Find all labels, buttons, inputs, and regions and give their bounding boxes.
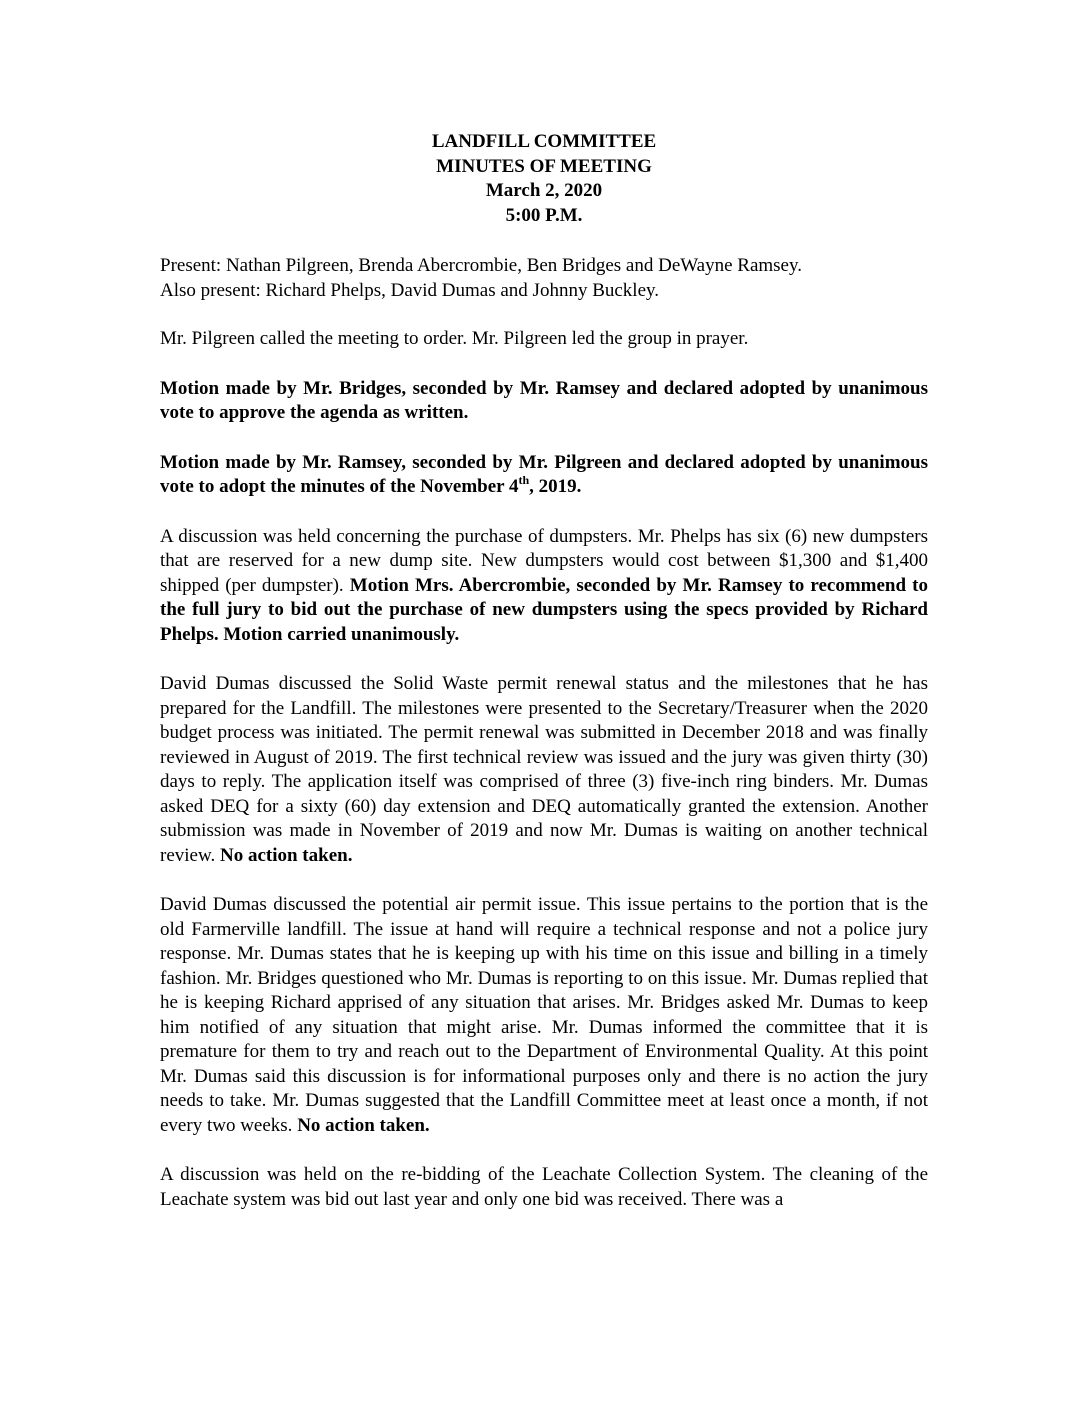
air-permit-action: No action taken. [297, 1114, 430, 1136]
meeting-time: 5:00 P.M. [505, 204, 583, 226]
dumpsters-motion: Motion Mrs. Abercrombie, seconded by Mr. Ramsey to recommend to the full jury to bid out the purchase of new dumpsters using the specs provided by Richard Phelps. Motion carried unanimously. [160, 574, 928, 645]
document-title: MINUTES OF MEETING [436, 155, 652, 177]
also-present: Also present: Richard Phelps, David Dumas and Johnny Buckley. [160, 279, 660, 301]
leachate-paragraph: A discussion was held on the re-bidding of the Leachate Collection System. The cleaning of the Leachate system was bid out last year and only one bid was received. There was a [160, 1164, 928, 1210]
permit-renewal-discussion: David Dumas discussed the Solid Waste permit renewal status and the milestones that he has prepared for the Landfill. The milestones were presented to the Secretary/Treasurer when the 2020 budget process was initiated. The permit renewal was submitted in December 2018 and was finally reviewed in August of 2019. The first technical review was issued and the jury was given thirty (30) days to reply. The application itself was comprised of three (3) five-inch ring binders. Mr. Dumas asked DEQ for a sixty (60) day extension and DEQ automatically granted the extension. Another submission was made in November of 2019 and now Mr. Dumas is waiting on another technical review. [160, 673, 928, 866]
air-permit-discussion: David Dumas discussed the potential air permit issue. This issue pertains to the portion that is the old Farmerville landfill. The issue at hand will require a technical response and not a police jury response. Mr. Dumas states that he is keeping up with his time on this issue and billing in a timely fashion. Mr. Bridges questioned who Mr. Dumas is reporting to on this issue. Mr. Dumas replied that he is keeping Richard apprised of any situation that arises. Mr. Bridges asked Mr. Dumas to keep him notified of any situation that might arise. Mr. Dumas informed the committee that it is premature for them to try and reach out to the Department of Environmental Quality. At this point Mr. Dumas said this discussion is for informational purposes only and there is no action the jury needs to take. Mr. Dumas suggested that the Landfill Committee meet at least once a month, if not every two weeks. [160, 894, 928, 1136]
attendance-paragraph [160, 254, 928, 303]
document-body [160, 130, 928, 1237]
committee-title: LANDFILL COMMITTEE [431, 131, 657, 152]
dumpsters-discussion: A discussion was held concerning the purchase of dumpsters. Mr. Phelps has six (6) new dumpsters that are reserved for a new dump site. New dumpsters would cost between $1,300 and $1,400 shipped (per dumpster). [160, 525, 928, 596]
agenda-motion: Motion made by Mr. Bridges, seconded by Mr. Ramsey and declared adopted by unanimous vote to approve the agenda as written. [160, 377, 928, 423]
present-members: Present: Nathan Pilgreen, Brenda Abercrombie, Ben Bridges and DeWayne Ramsey. [160, 255, 803, 276]
permit-renewal-paragraph [160, 672, 928, 868]
ordinal-suffix: th [518, 472, 530, 487]
permit-renewal-action: No action taken. [219, 844, 353, 866]
air-permit-paragraph [160, 893, 928, 1138]
minutes-motion [160, 451, 928, 500]
call-to-order-paragraph: Mr. Pilgreen called the meeting to order. Mr. Pilgreen led the group in prayer. [160, 328, 749, 349]
meeting-date: March 2, 2020 [485, 180, 603, 201]
minutes-header [160, 130, 928, 228]
minutes-motion-text: Motion made by Mr. Ramsey, seconded by Mr. Pilgreen and declared adopted by unanimous vote to adopt the minutes of the November 4 [160, 451, 928, 497]
dumpsters-paragraph [160, 525, 928, 648]
minutes-motion-year: , 2019. [529, 476, 582, 497]
